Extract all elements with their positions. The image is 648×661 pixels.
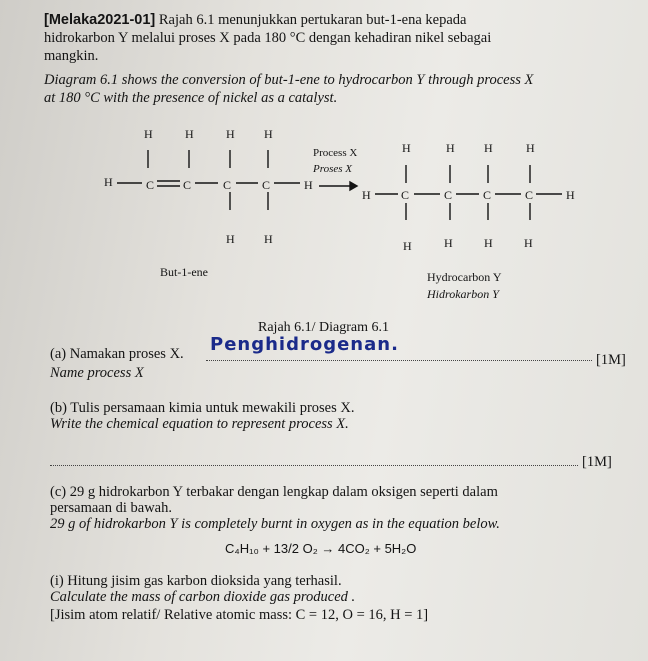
atom-h: H — [226, 127, 235, 141]
atom-c: C — [223, 178, 232, 192]
reactant-label: But-1-ene — [160, 265, 208, 279]
atom-h: H — [526, 141, 535, 155]
atom-h: H — [144, 127, 153, 141]
question-b-text: (b) Tulis persamaan kimia untuk mewakili proses X. — [50, 400, 355, 416]
atom-h: H — [444, 236, 453, 250]
intro-line-1-en: Diagram 6.1 shows the conversion of but-1-ene to hydrocarbon Y through process X — [44, 72, 534, 88]
atom-h: H — [484, 141, 493, 155]
intro-line-1-ms: Rajah 6.1 menunjukkan pertukaran but-1-ena kepada — [158, 12, 467, 28]
intro-line-2-ms: hidrokarbon Y melalui proses X pada 180 °C dengan kehadiran nikel sebagai — [44, 30, 492, 46]
intro-line-3-ms: mangkin. — [44, 48, 99, 64]
source-tag: [Melaka2021-01] — [44, 12, 156, 28]
product-label-en: Hydrocarbon Y — [427, 270, 502, 284]
atom-h: H — [402, 141, 411, 155]
question-b-text-en: Write the chemical equation to represent process X. — [50, 416, 349, 432]
product-label-ms: Hidrokarbon Y — [427, 287, 499, 301]
atom-c: C — [183, 178, 192, 192]
atom-h: H — [185, 127, 194, 141]
atom-c: C — [525, 188, 534, 202]
atom-c: C — [483, 188, 492, 202]
atom-h: H — [226, 232, 235, 246]
answer-line — [206, 360, 592, 361]
atom-c: C — [444, 188, 453, 202]
atom-h: H — [524, 236, 533, 250]
marks-a: [1M] — [596, 352, 626, 368]
atom-h: H — [104, 175, 113, 189]
atom-c: C — [262, 178, 271, 192]
atom-c: C — [146, 178, 155, 192]
atom-h: H — [566, 188, 575, 202]
process-label-ms: Proses X — [313, 163, 353, 175]
process-label-en: Process X — [313, 147, 358, 159]
question-a-text-en: Name process X — [50, 365, 144, 381]
sub-question-i-en: Calculate the mass of carbon dioxide gas produced . — [50, 589, 356, 605]
atom-h: H — [484, 236, 493, 250]
diagram-caption: Rajah 6.1/ Diagram 6.1 — [258, 320, 390, 335]
atom-c: C — [401, 188, 410, 202]
atom-h: H — [446, 141, 455, 155]
intro-line-2-en: at 180 °C with the presence of nickel as a catalyst. — [44, 90, 338, 106]
question-a-text: (a) Namakan proses X. — [50, 346, 184, 362]
marks-b: [1M] — [582, 454, 612, 470]
atom-h: H — [403, 239, 412, 253]
combustion-equation: C₄H₁₀ + 13/2 O₂ → 4CO₂ + 5H₂O — [225, 541, 417, 556]
answer-line — [50, 465, 578, 466]
question-c-text-1: (c) 29 g hidrokarbon Y terbakar dengan lengkap dalam oksigen seperti dalam — [50, 484, 498, 500]
atom-h: H — [304, 178, 313, 192]
question-c-text-en: 29 g of hidrokarbon Y is completely burnt in oxygen as in the equation below. — [50, 516, 500, 532]
sub-question-i: (i) Hitung jisim gas karbon dioksida yang terhasil. — [50, 573, 342, 589]
atomic-mass-note: [Jisim atom relatif/ Relative atomic mass: C = 12, O = 16, H = 1] — [50, 607, 429, 623]
atom-h: H — [264, 127, 273, 141]
atom-h: H — [264, 232, 273, 246]
handwritten-answer: Penghidrogenan. — [210, 334, 399, 355]
question-c-text-2: persamaan di bawah. — [50, 500, 172, 516]
atom-h: H — [362, 188, 371, 202]
